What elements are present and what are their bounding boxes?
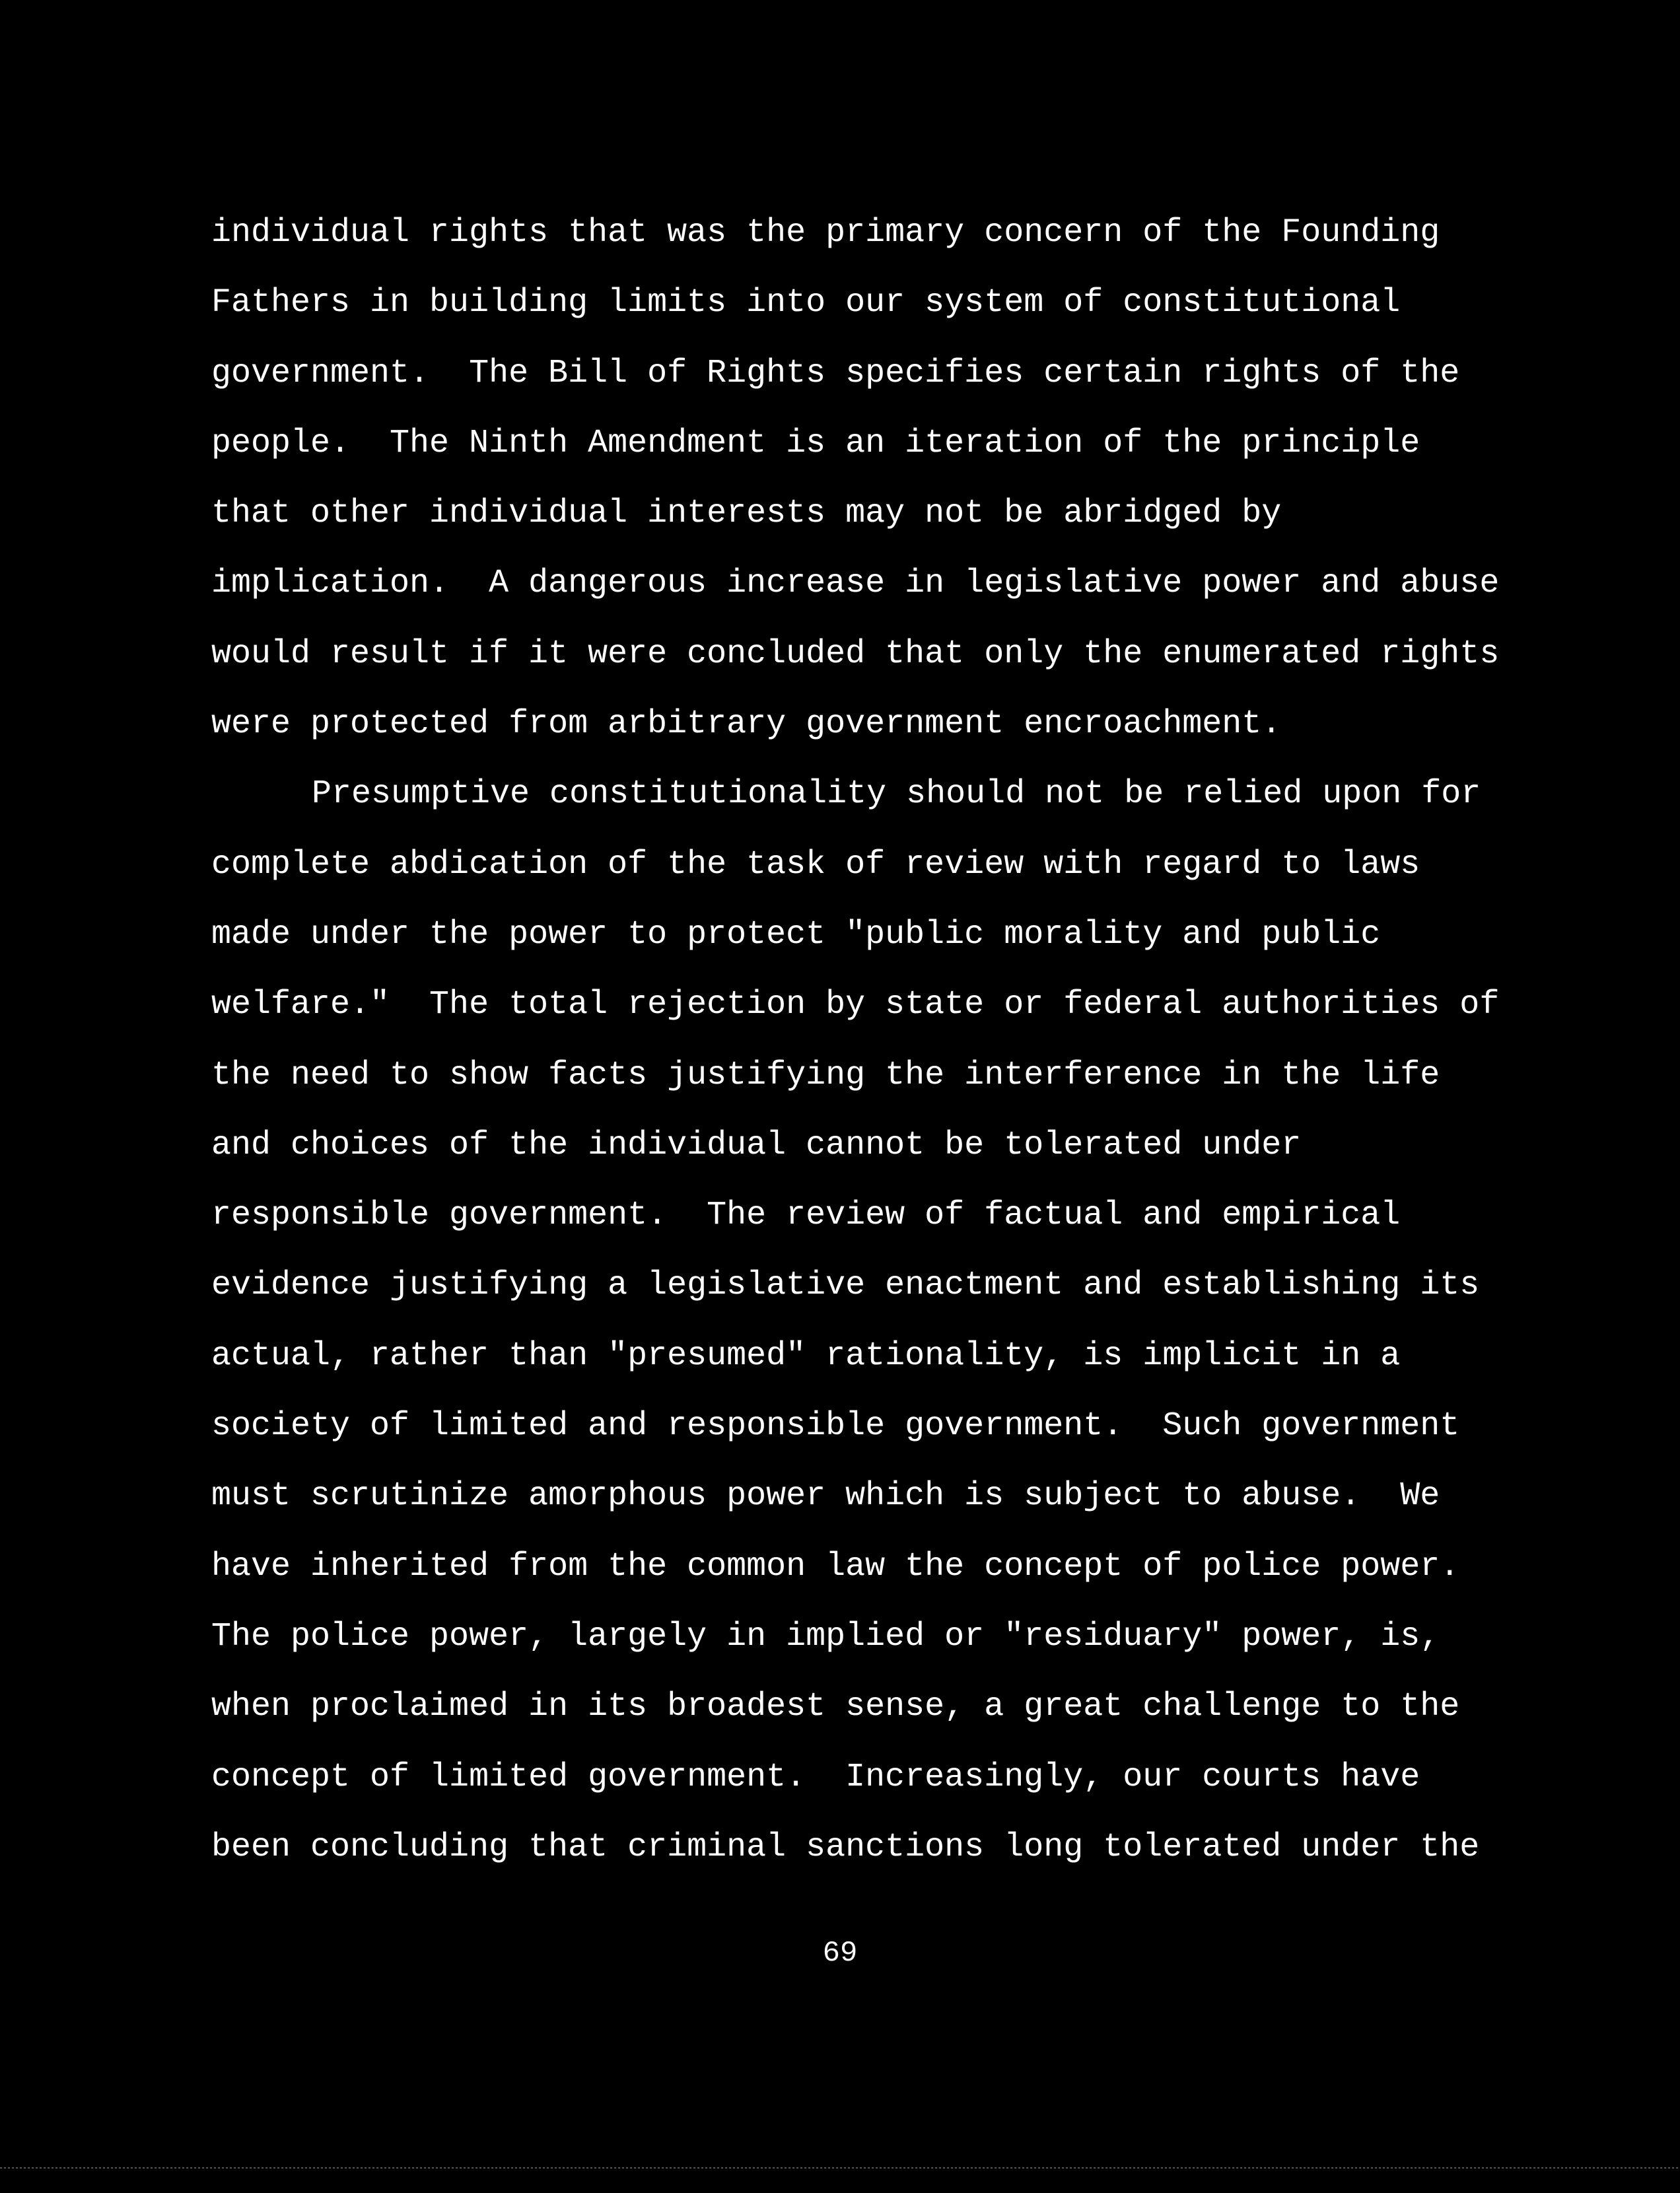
text-line: Presumptive constitutionality should not be relied upon for [312,775,1481,814]
text-line: complete abdication of the task of review with regard to laws [211,845,1420,884]
text-line: government. The Bill of Rights specifies certain rights of the [211,354,1460,392]
text-line: would result if it were concluded that only the enumerated rights [211,635,1500,673]
page-number: 69 [822,1937,858,1970]
text-line: were protected from arbitrary government encroachment. [211,705,1282,744]
text-line: responsible government. The review of factual and empirical [211,1197,1401,1235]
scan-edge-line [0,2167,1680,2169]
text-line: and choices of the individual cannot be tolerated under [211,1126,1302,1164]
text-line: people. The Ninth Amendment is an iteration of the principle [211,424,1420,462]
text-line: that other individual interests may not be abridged by [211,495,1282,533]
text-line: must scrutinize amorphous power which is subject to abuse. We [211,1477,1440,1515]
text-line: Fathers in building limits into our system of constitutional [211,284,1401,322]
text-line: been concluding that criminal sanctions long tolerated under the [211,1828,1480,1866]
text-line: society of limited and responsible government. Such government [211,1407,1460,1445]
text-line: implication. A dangerous increase in legislative power and abuse [211,565,1500,603]
text-line: the need to show facts justifying the interference in the life [211,1056,1440,1094]
text-line: concept of limited government. Increasingly, our courts have [211,1758,1420,1796]
text-line: made under the power to protect "public morality and public [211,915,1381,954]
text-line: evidence justifying a legislative enactment and establishing its [211,1267,1480,1305]
text-line: welfare." The total rejection by state or federal authorities of [211,986,1500,1024]
text-line: The police power, largely in implied or "residuary" power, is, [211,1617,1440,1655]
body-text [211,198,1585,1883]
text-line: actual, rather than "presumed" rationality, is implicit in a [211,1337,1401,1375]
text-line: individual rights that was the primary concern of the Founding [211,214,1440,252]
text-line: when proclaimed in its broadest sense, a great challenge to the [211,1688,1460,1726]
text-line: have inherited from the common law the concept of police power. [211,1547,1460,1585]
